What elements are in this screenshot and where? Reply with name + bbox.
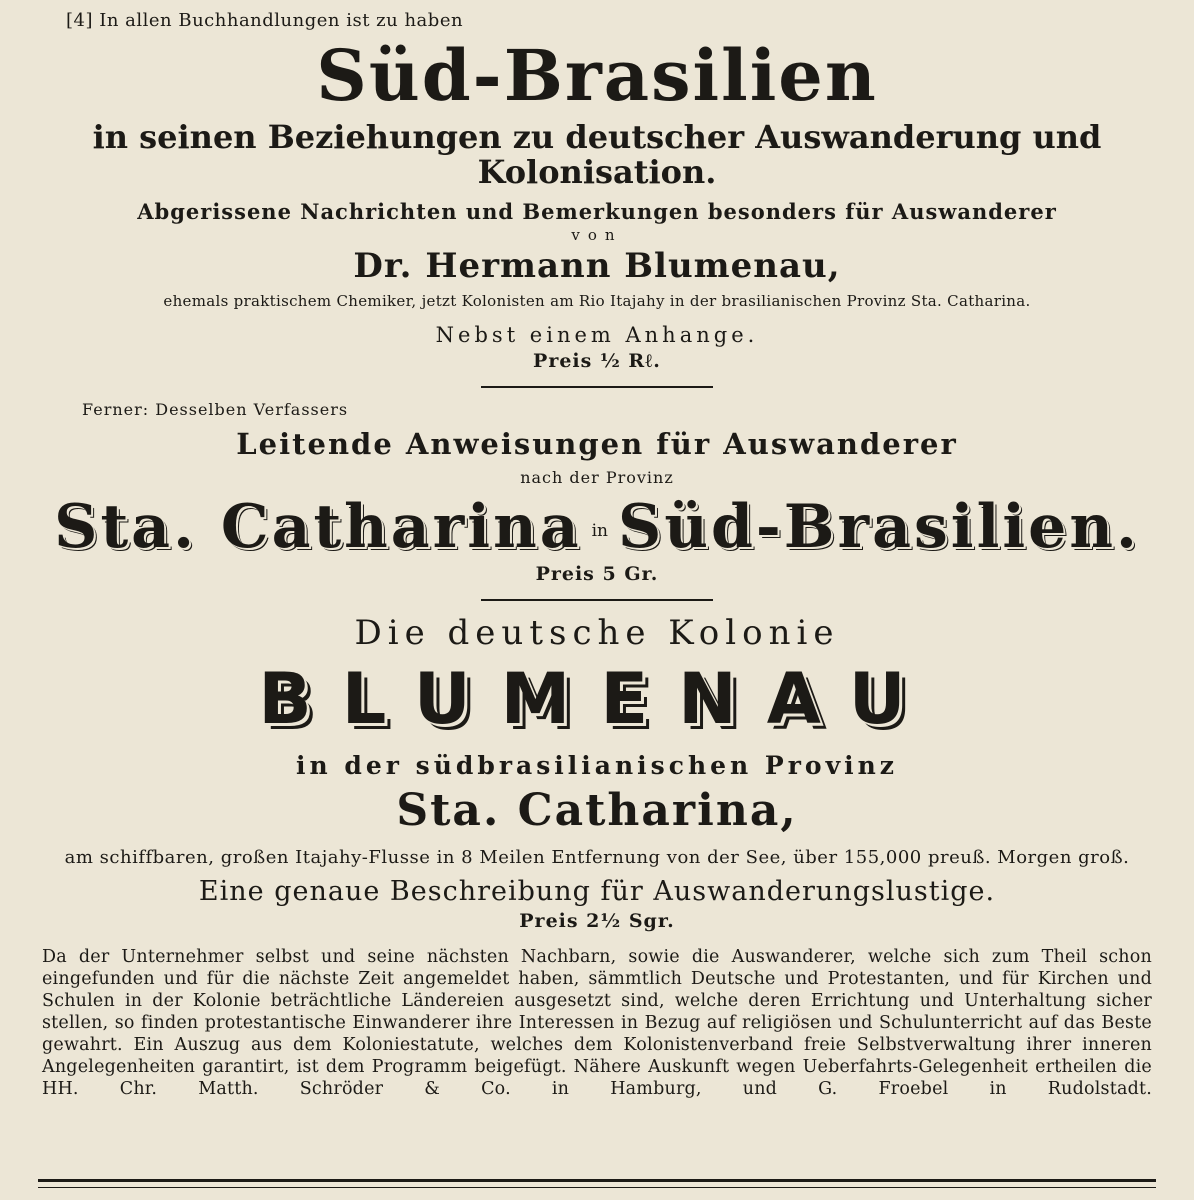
book2-place-title	[38, 492, 1156, 563]
book3-location: am schiffbaren, großen Itajahy-Flusse in 8 Meilen Entfernung von der See, über 155,000 preuß. Morgen groß.	[64, 846, 1130, 868]
book2-place-a: Sta. Catharina	[54, 492, 582, 563]
book1-profession: ehemals praktischem Chemiker, jetzt Kolonisten am Rio Itajahy in der brasilianischen Provinz Sta. Catharina.	[163, 292, 1031, 311]
book1-appendix: Nebst einem Anhange.	[435, 322, 759, 347]
book1-subtitle2: Abgerissene Nachrichten und Bemerkungen besonders für Auswanderer	[137, 199, 1057, 225]
book1-von: von	[571, 226, 623, 245]
book2-place-b: Süd-Brasilien.	[617, 492, 1140, 563]
book1-author: Dr. Hermann Blumenau,	[353, 245, 841, 286]
book1-subtitle: in seinen Beziehungen zu deutscher Auswanderung und Kolonisation.	[92, 118, 1102, 192]
book3-price: Preis 2½ Sgr.	[519, 909, 675, 932]
divider-rule	[481, 599, 713, 601]
book2-ferner: Ferner: Desselben Verfassers	[82, 399, 349, 419]
book3-province-line: in der südbrasilianischen Provinz	[296, 750, 898, 780]
book1-title: Süd-Brasilien	[316, 34, 878, 117]
bottom-double-rule	[38, 1179, 1156, 1188]
book1-price: Preis ½ Rℓ.	[533, 349, 661, 372]
divider-rule	[481, 386, 713, 388]
book3-place: Sta. Catharina,	[396, 785, 798, 837]
book2-price: Preis 5 Gr.	[535, 563, 659, 586]
book2-place-in: in	[591, 521, 608, 542]
book3-name: BLUMENAU	[258, 657, 936, 740]
book3-description: Eine genaue Beschreibung für Auswanderungslustige.	[198, 876, 996, 908]
book2-nach: nach der Provinz	[520, 467, 674, 487]
header-note: [4] In allen Buchhandlungen ist zu haben	[66, 10, 464, 31]
book2-title: Leitende Anweisungen für Auswanderer	[236, 426, 958, 461]
book3-body-text: Da der Unternehmer selbst und seine nächsten Nachbarn, sowie die Auswanderer, welche sich zum Theil schon eingefunden und für die nächste Zeit angemeldet haben, sämmtlich Deutsche und Protestanten, und für Kirchen und Schulen in der Kolonie beträchtliche Ländereien ausgesetzt sind, welche deren Errichtung und Unterhaltung sicher stellen, so finden protestantische Einwanderer ihre Interessen in Bezug auf religiösen und Schulunterricht auf das Beste gewahrt. Ein Auszug aus dem Koloniestatute, welches dem Kolonistenverband freie Selbstverwaltung ihrer inneren Angelegenheiten garantirt, ist dem Programm beigefügt. Nähere Auskunft wegen Ueberfahrts-Gelegenheit ertheilen die HH. Chr. Matth. Schröder & Co. in Hamburg, und G. Froebel in Rudolstadt.	[42, 946, 1152, 1099]
book3-title-line: Die deutsche Kolonie	[354, 613, 840, 654]
